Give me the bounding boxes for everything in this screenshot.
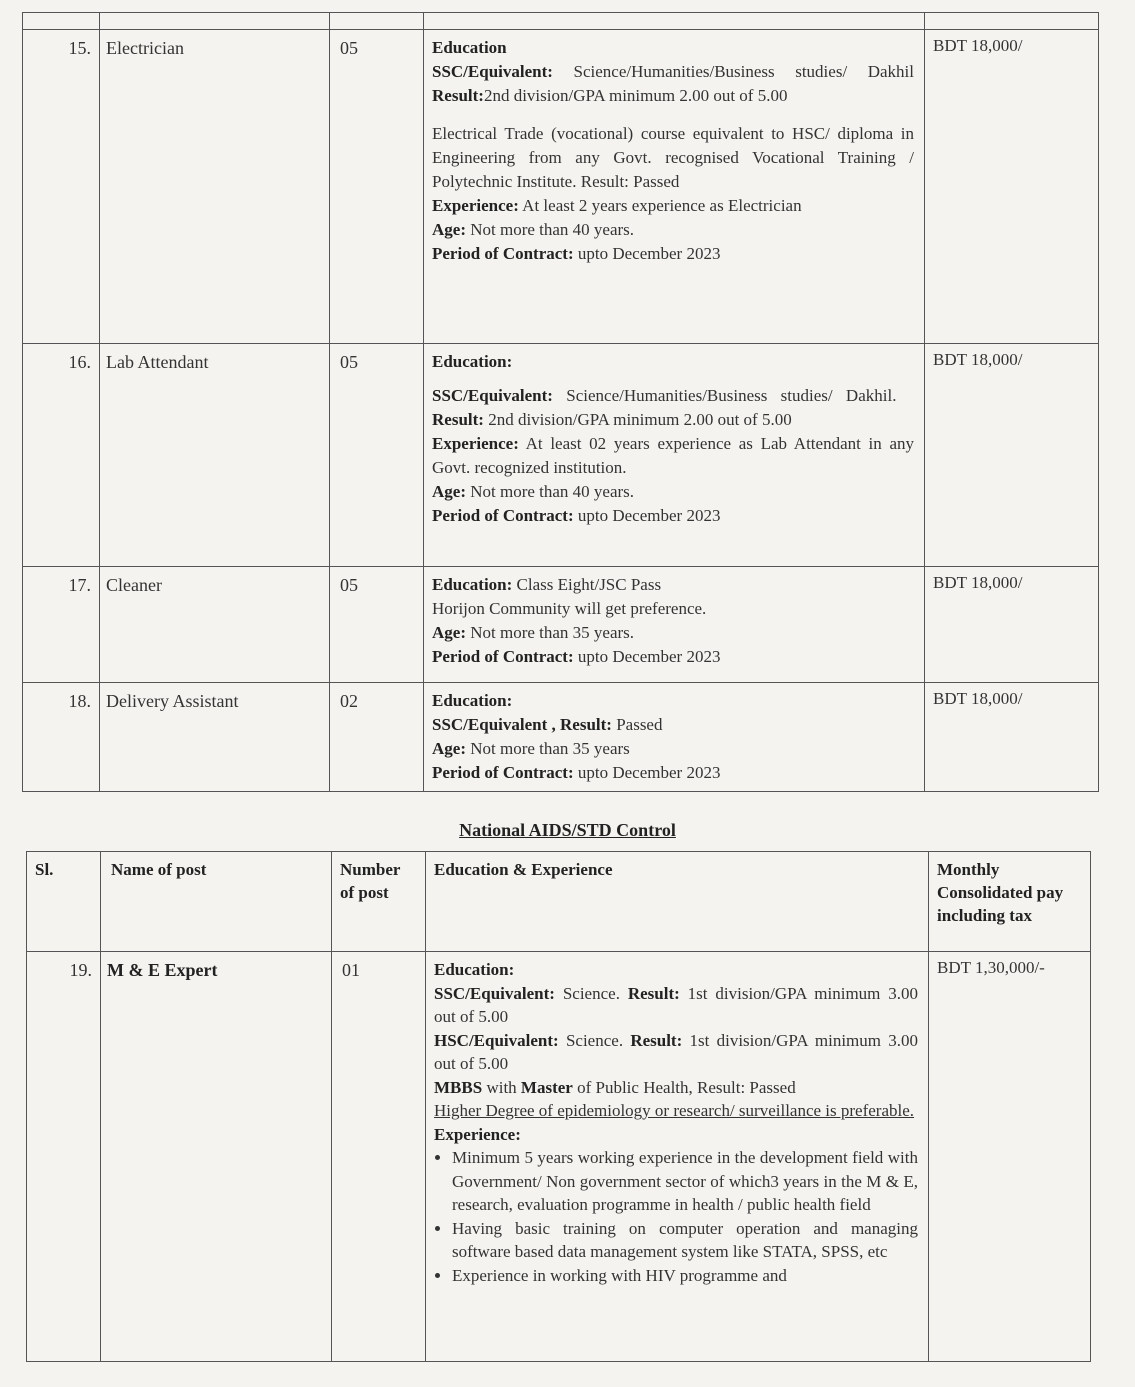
list-item: • Experience in working with HIV programme and: [452, 1264, 918, 1288]
post-count: 05: [330, 30, 424, 344]
pay-amount: BDT 18,000/: [925, 567, 1099, 683]
post-name: Electrician: [100, 30, 330, 344]
mbbs-label: MBBS: [434, 1077, 483, 1097]
period-label: Period of Contract:: [432, 506, 574, 525]
pay-amount: BDT 18,000/: [925, 683, 1099, 792]
jobs-table-2: [26, 851, 1091, 1362]
period-text: upto December 2023: [577, 244, 721, 263]
serial-number: 17.: [23, 567, 100, 683]
education-label: Education: [432, 38, 507, 57]
age-text: Not more than 40 years.: [470, 482, 635, 501]
result-text: 2nd division/GPA minimum 2.00 out of 5.00: [488, 410, 792, 429]
header-edu: Education & Experience: [426, 852, 929, 952]
education-text: Class Eight/JSC Pass: [516, 575, 662, 594]
ssc-label: SSC/Equivalent:: [432, 386, 553, 405]
ssc-text: Science.: [562, 983, 620, 1003]
table-row: [23, 567, 1099, 683]
table-header-row: [27, 852, 1091, 952]
post-count: 05: [330, 567, 424, 683]
education-cell: [424, 344, 925, 567]
period-text: upto December 2023: [577, 763, 721, 782]
age-label: Age:: [432, 623, 466, 642]
experience-label: Experience:: [432, 196, 519, 215]
ssc-label: SSC/Equivalent , Result:: [432, 715, 612, 734]
header-count: Number of post: [332, 852, 426, 952]
age-label: Age:: [432, 220, 466, 239]
table-top-row: [23, 13, 1099, 30]
age-text: Not more than 35 years.: [470, 623, 635, 642]
trade-requirement: Electrical Trade (vocational) course equivalent to HSC/ diploma in Engineering from any Govt. recognised Vocational Training / Polytechnic Institute. Result: Passed: [432, 124, 914, 191]
education-cell: [424, 683, 925, 792]
table-row: [27, 952, 1091, 1362]
header-pay: Monthly Consolidated pay including tax: [929, 852, 1091, 952]
age-text: Not more than 35 years: [470, 739, 630, 758]
post-name: Lab Attendant: [100, 344, 330, 567]
result-label: Result:: [627, 983, 680, 1003]
ssc-result: 1st division/GPA minimum 3.00 out of 5.00: [434, 983, 919, 1026]
pay-amount: BDT 1,30,000/-: [929, 952, 1091, 1362]
ssc-text: Science/Humanities/Business studies/ Dakhil.: [566, 386, 897, 405]
period-label: Period of Contract:: [432, 763, 574, 782]
result-text: 2nd division/GPA minimum 2.00 out of 5.00: [483, 86, 788, 105]
post-name: Delivery Assistant: [100, 683, 330, 792]
result-label: Result:: [432, 410, 484, 429]
period-label: Period of Contract:: [432, 244, 574, 263]
header-post: Name of post: [101, 852, 332, 952]
experience-text: At least 2 years experience as Electrician: [522, 196, 802, 215]
education-cell: [426, 952, 929, 1362]
preference-text: Horijon Community will get preference.: [432, 599, 707, 618]
ssc-label: SSC/Equivalent:: [434, 983, 555, 1003]
ssc-label: SSC/Equivalent:: [432, 62, 553, 81]
education-label: Education:: [432, 352, 513, 371]
experience-label: Experience:: [434, 1124, 521, 1144]
post-name: Cleaner: [100, 567, 330, 683]
hsc-result: 1st division/GPA minimum 3.00 out of 5.00: [434, 1030, 918, 1073]
experience-list: [434, 1146, 918, 1287]
post-count: 01: [332, 952, 426, 1362]
experience-label: Experience:: [432, 434, 519, 453]
education-label: Education:: [434, 960, 515, 979]
hsc-label: HSC/Equivalent:: [434, 1030, 559, 1050]
post-name-text: M & E Expert: [107, 960, 218, 980]
table-row: [23, 30, 1099, 344]
header-sl: Sl.: [27, 852, 101, 952]
period-label: Period of Contract:: [432, 647, 574, 666]
mbbs-with: with: [486, 1077, 517, 1097]
education-cell: [424, 30, 925, 344]
period-text: upto December 2023: [577, 647, 721, 666]
serial-number: 15.: [23, 30, 100, 344]
experience-text: At least 02 years experience as Lab Attendant in any Govt. recognized institution.: [432, 434, 915, 477]
hsc-text: Science.: [565, 1030, 624, 1050]
serial-number: 16.: [23, 344, 100, 567]
mbbs-text: of Public Health, Result: Passed: [577, 1077, 796, 1097]
ssc-text: Science/Humanities/Business studies/ Dakhil: [573, 62, 915, 81]
post-count: 02: [330, 683, 424, 792]
section-title: National AIDS/STD Control: [459, 820, 676, 840]
age-label: Age:: [432, 739, 466, 758]
post-name: [101, 952, 332, 1362]
age-text: Not more than 40 years.: [470, 220, 635, 239]
table-row: [23, 344, 1099, 567]
master-label: Master: [520, 1077, 573, 1097]
result-label: Result:: [630, 1030, 683, 1050]
list-item: • Having basic training on computer operation and managing software based data management system like STATA, SPSS, etc: [452, 1217, 918, 1264]
result-label: Result:: [432, 86, 484, 105]
table-row: [23, 683, 1099, 792]
education-label: Education:: [432, 691, 513, 710]
pay-amount: BDT 18,000/: [925, 30, 1099, 344]
jobs-table-1: [22, 12, 1099, 792]
serial-number: 19.: [27, 952, 101, 1362]
list-item: • Minimum 5 years working experience in the development field with Government/ Non government sector of which3 years in the M & E, research, evaluation programme in health / public health field: [452, 1146, 918, 1217]
serial-number: 18.: [23, 683, 100, 792]
period-text: upto December 2023: [577, 506, 721, 525]
pay-amount: BDT 18,000/: [925, 344, 1099, 567]
education-label: Education:: [432, 575, 513, 594]
age-label: Age:: [432, 482, 466, 501]
ssc-text: Passed: [616, 715, 663, 734]
post-count: 05: [330, 344, 424, 567]
higher-degree-note: Higher Degree of epidemiology or research/ surveillance is preferable.: [434, 1101, 915, 1120]
education-cell: [424, 567, 925, 683]
